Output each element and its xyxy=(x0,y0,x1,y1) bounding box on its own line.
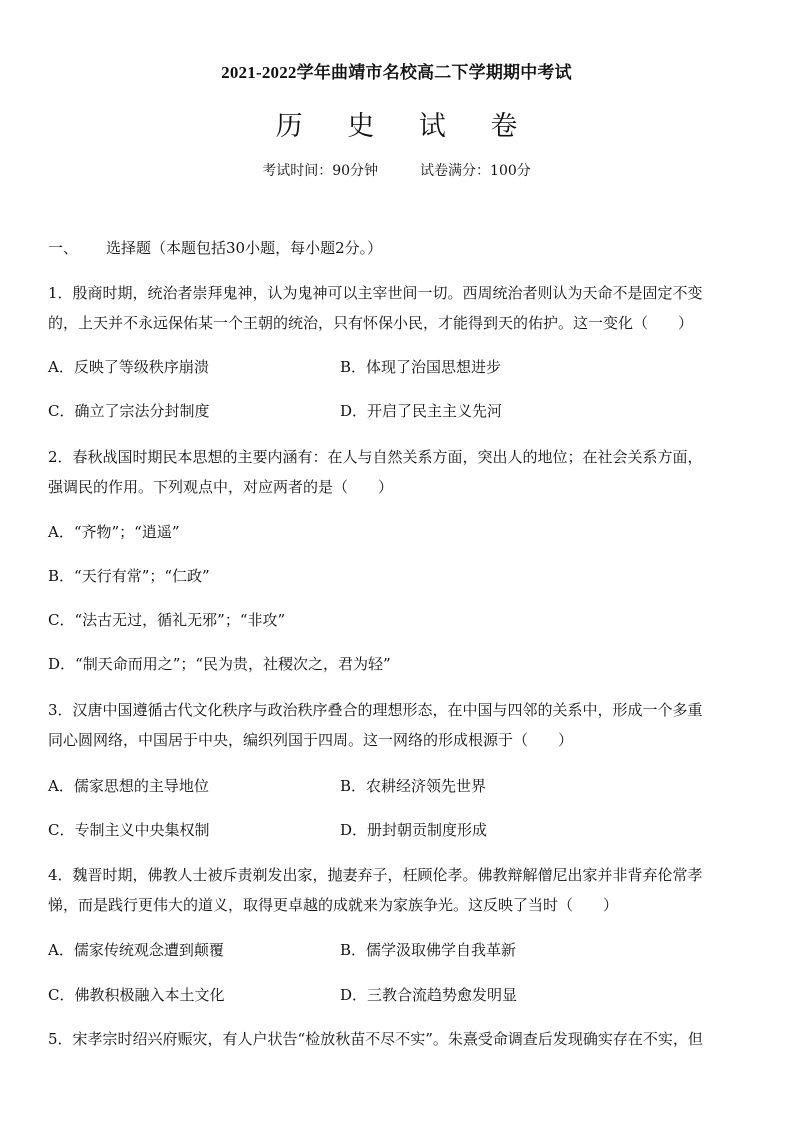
question-3-line-2: 同心圆网络，中国居于中央，编织列国于四周。这一网络的形成根源于（ ） xyxy=(48,731,574,749)
question-2-line-2: 强调民的作用。下列观点中，对应两者的是（ ） xyxy=(48,478,394,496)
section-title: 选择题（本题包括30小题，每小题2分。） xyxy=(106,239,383,257)
question-4-line-2: 悌，而是践行更伟大的道义，取得更卓越的成就来为家族争光。这反映了当时（ ） xyxy=(48,896,619,914)
question-4-option-b: B．儒学汲取佛学自我革新 xyxy=(340,941,517,959)
section-heading xyxy=(48,238,382,258)
question-1-option-a: A．反映了等级秩序崩溃 xyxy=(48,358,209,376)
subject-title: 历 史 试 卷 xyxy=(275,111,536,142)
question-4-option-c: C．佛教积极融入本土文化 xyxy=(48,986,225,1004)
question-3-option-d: D．册封朝贡制度形成 xyxy=(340,821,488,839)
exam-info xyxy=(0,160,793,180)
question-2-option-b: B．“天行有常”；“仁政” xyxy=(48,567,210,585)
exam-time: 考试时间：90分钟 xyxy=(262,163,379,179)
exam-title: 2021-2022学年曲靖市名校高二下学期期中考试 xyxy=(221,63,572,82)
question-1-option-d: D．开启了民主主义先河 xyxy=(340,402,503,420)
question-1-line-1: 1．殷商时期，统治者崇拜鬼神，认为鬼神可以主宰世间一切。西周统治者则认为天命不是固定不变 xyxy=(48,284,703,302)
question-1-option-c: C．确立了宗法分封制度 xyxy=(48,402,210,420)
question-3-option-a: A．儒家思想的主导地位 xyxy=(48,777,209,795)
question-5-line-1: 5．宋孝宗时绍兴府赈灾，有人户状告“检放秋苗不尽不实”。朱熹受命调查后发现确实存在不实，但 xyxy=(48,1030,703,1048)
question-3-option-c: C．专制主义中央集权制 xyxy=(48,821,210,839)
question-2-line-1: 2．春秋战国时期民本思想的主要内涵有：在人与自然关系方面，突出人的地位；在社会关系方面， xyxy=(48,448,703,466)
question-4-line-1: 4．魏晋时期，佛教人士被斥责剃发出家，抛妻弃子，枉顾伦孝。佛教辩解僧尼出家并非背弃伦常孝 xyxy=(48,866,703,884)
question-1-option-b: B．体现了治国思想进步 xyxy=(340,358,502,376)
section-number: 一、 xyxy=(48,239,79,257)
question-1-line-2: 的，上天并不永远保佑某一个王朝的统治，只有怀保小民，才能得到天的佑护。这一变化（ ） xyxy=(48,314,694,332)
question-3-option-b: B．农耕经济领先世界 xyxy=(340,777,487,795)
question-2-option-d: D．“制天命而用之”；“民为贵，社稷次之，君为轻” xyxy=(48,655,391,673)
question-2-option-c: C．“法古无过，循礼无邪”；“非攻” xyxy=(48,611,286,629)
question-4-option-a: A．儒家传统观念遭到颠覆 xyxy=(48,941,224,959)
question-4-option-d: D．三教合流趋势愈发明显 xyxy=(340,986,518,1004)
question-3-line-1: 3．汉唐中国遵循古代文化秩序与政治秩序叠合的理想形态，在中国与四邻的关系中，形成一个多重 xyxy=(48,701,703,719)
exam-full-score: 试卷满分：100分 xyxy=(420,163,531,179)
question-2-option-a: A．“齐物”；“逍遥” xyxy=(48,523,180,541)
